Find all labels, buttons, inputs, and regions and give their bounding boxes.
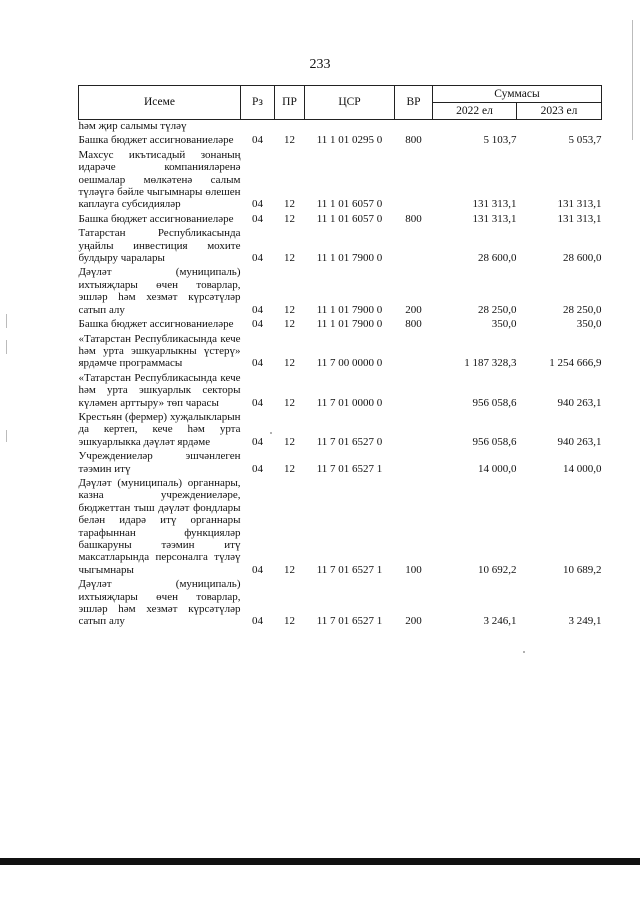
cell-vr: 800 (405, 318, 422, 331)
table-row (79, 477, 602, 578)
cell-pr: 12 (284, 198, 295, 211)
cell-y2022 (433, 120, 517, 135)
cell-rz: 04 (252, 212, 263, 225)
cell-name: Башка бюджет ассигнованиеләре (78, 134, 234, 147)
cell-y2022: 14 000,0 (478, 462, 517, 475)
cell-y2022: 5 103,7 (483, 134, 517, 147)
cell-pr (275, 120, 305, 135)
cell-rz: 04 (252, 252, 263, 265)
cell-pr: 12 (284, 134, 295, 147)
table-header (79, 86, 602, 120)
scan-edge-mark (6, 430, 7, 442)
cell-vr (395, 120, 433, 135)
cell-y2022: 956 058,6 (472, 435, 517, 448)
table-row (79, 134, 602, 148)
cell-y2022: 28 250,0 (478, 303, 517, 316)
cell-pr: 12 (284, 435, 295, 448)
cell-name: һәм җир салымы түләү (78, 120, 187, 132)
header-year-2022: 2022 ел (433, 103, 517, 120)
cell-csr: 11 1 01 7900 0 (316, 303, 383, 316)
cell-rz: 04 (252, 318, 263, 331)
header-vr: ВР (395, 86, 433, 120)
cell-y2023: 28 250,0 (563, 303, 602, 316)
cell-csr: 11 7 01 6527 0 (316, 435, 383, 448)
budget-table (78, 85, 602, 630)
cell-vr: 800 (405, 212, 422, 225)
cell-y2023: 131 313,1 (557, 198, 602, 211)
cell-y2023: 940 263,1 (557, 396, 602, 409)
cell-name: «Татарстан Республикасында кече һәм урта эшкуарлык секторы күләмен арттыру» төп чарасы (78, 371, 241, 409)
cell-csr: 11 7 01 6527 1 (316, 563, 383, 576)
cell-y2022: 350,0 (491, 318, 517, 331)
header-year-2023: 2023 ел (517, 103, 602, 120)
cell-rz: 04 (252, 198, 263, 211)
cell-vr: 200 (405, 615, 422, 628)
cell-rz: 04 (252, 357, 263, 370)
cell-vr (395, 227, 433, 266)
cell-y2023: 3 249,1 (568, 615, 602, 628)
cell-name: Дәүләт (муниципаль) органнары, казна учреждениеләре, бюджеттан тыш дәүләт фондлары белән идарә итү органнары тарафыннан функцияләр башкаруны тәэмин итү максатларында персоналга түләү чыгымнары (78, 476, 241, 576)
cell-y2022: 956 058,6 (472, 396, 517, 409)
cell-rz (241, 120, 275, 135)
cell-rz: 04 (252, 303, 263, 316)
cell-y2023: 28 600,0 (563, 252, 602, 265)
cell-rz: 04 (252, 615, 263, 628)
cell-csr: 11 7 01 6527 1 (316, 615, 383, 628)
cell-name: Дәүләт (муниципаль) ихтыяҗлары өчен товарлар, эшләр һәм хезмәт күрсәтүләр сатып алу (78, 578, 241, 628)
cell-pr: 12 (284, 396, 295, 409)
cell-pr: 12 (284, 563, 295, 576)
cell-pr: 12 (284, 318, 295, 331)
cell-pr: 12 (284, 615, 295, 628)
cell-csr: 11 1 01 7900 0 (316, 318, 383, 331)
cell-vr: 100 (405, 563, 422, 576)
page-number: 233 (309, 57, 331, 72)
scan-speck (523, 651, 525, 653)
cell-pr: 12 (284, 303, 295, 316)
cell-csr: 11 1 01 0295 0 (316, 134, 383, 147)
cell-name: Татарстан Республикасында уңайлы инвестиция мохите булдыру чаралары (78, 227, 241, 265)
table-row (79, 318, 602, 332)
cell-y2023: 1 254 666,9 (549, 357, 602, 370)
cell-csr: 11 1 01 6057 0 (316, 198, 383, 211)
cell-y2022: 3 246,1 (483, 615, 517, 628)
cell-pr: 12 (284, 357, 295, 370)
table-row (79, 266, 602, 318)
cell-vr: 800 (405, 134, 422, 147)
cell-csr: 11 7 01 0000 0 (316, 396, 383, 409)
cell-rz: 04 (252, 134, 263, 147)
cell-csr: 11 1 01 6057 0 (316, 212, 383, 225)
cell-rz: 04 (252, 396, 263, 409)
cell-rz: 04 (252, 462, 263, 475)
cell-y2022: 131 313,1 (472, 198, 517, 211)
cell-csr (305, 120, 395, 135)
cell-y2022: 1 187 328,3 (464, 357, 517, 370)
cell-name: «Татарстан Республикасында кече һәм урта эшкуарлыкны үстерү» ярдәмче программасы (78, 332, 241, 370)
cell-name: Башка бюджет ассигнованиеләре (78, 212, 234, 225)
cell-name: Учреждениеләр эшчәнлеген тәэмин итү (78, 450, 241, 475)
table-row (79, 450, 602, 477)
header-csr: ЦСР (305, 86, 395, 120)
cell-y2022: 10 692,2 (478, 563, 517, 576)
header-rz: Рз (241, 86, 275, 120)
cell-vr (395, 450, 433, 477)
cell-name: Крестьян (фермер) хуҗалыкларын да кертеп, кече һәм урта эшкуарлыкка дәүләт ярдәме (78, 410, 241, 448)
cell-vr (395, 333, 433, 372)
scan-edge-mark (6, 340, 7, 354)
cell-vr (395, 372, 433, 411)
scan-edge-mark (6, 314, 7, 328)
table-row (79, 333, 602, 372)
cell-rz: 04 (252, 563, 263, 576)
cell-pr: 12 (284, 252, 295, 265)
header-sums: Суммасы (433, 86, 602, 103)
table-row (79, 120, 602, 135)
cell-vr: 200 (405, 303, 422, 316)
cell-pr: 12 (284, 462, 295, 475)
cell-csr: 11 7 01 6527 1 (316, 462, 383, 475)
cell-y2023: 131 313,1 (557, 212, 602, 225)
cell-y2023 (517, 120, 602, 135)
cell-vr (395, 149, 433, 213)
cell-y2023: 940 263,1 (557, 435, 602, 448)
table-row (79, 227, 602, 266)
cell-y2022: 28 600,0 (478, 252, 517, 265)
scan-edge-mark (632, 20, 633, 140)
cell-csr: 11 7 00 0000 0 (316, 357, 383, 370)
cell-name: Дәүләт (муниципаль) ихтыяҗлары өчен товарлар, эшләр һәм хезмәт күрсәтүләр сатып алу (78, 266, 241, 316)
table-row (79, 578, 602, 630)
header-name: Исеме (79, 86, 241, 120)
cell-y2023: 350,0 (576, 318, 602, 331)
table-row (79, 149, 602, 213)
table-row (79, 213, 602, 227)
cell-rz: 04 (252, 435, 263, 448)
table-row (79, 411, 602, 450)
cell-csr: 11 1 01 7900 0 (316, 252, 383, 265)
header-pr: ПР (275, 86, 305, 120)
scan-speck (270, 432, 272, 434)
cell-y2023: 10 689,2 (563, 563, 602, 576)
cell-y2023: 14 000,0 (563, 462, 602, 475)
table-body (79, 120, 602, 630)
cell-vr (395, 411, 433, 450)
cell-y2022: 131 313,1 (472, 212, 517, 225)
cell-pr: 12 (284, 212, 295, 225)
cell-name: Башка бюджет ассигнованиеләре (78, 318, 234, 331)
cell-name: Махсус икътисадый зонаның идарәче компанияләренә оешмалар мөлкәтенә салым түләүгә бәйле чыгымнары өлешен каплауга субсидияләр (78, 148, 241, 211)
scan-bottom-band (0, 858, 640, 865)
table-row (79, 372, 602, 411)
cell-y2023: 5 053,7 (568, 134, 602, 147)
